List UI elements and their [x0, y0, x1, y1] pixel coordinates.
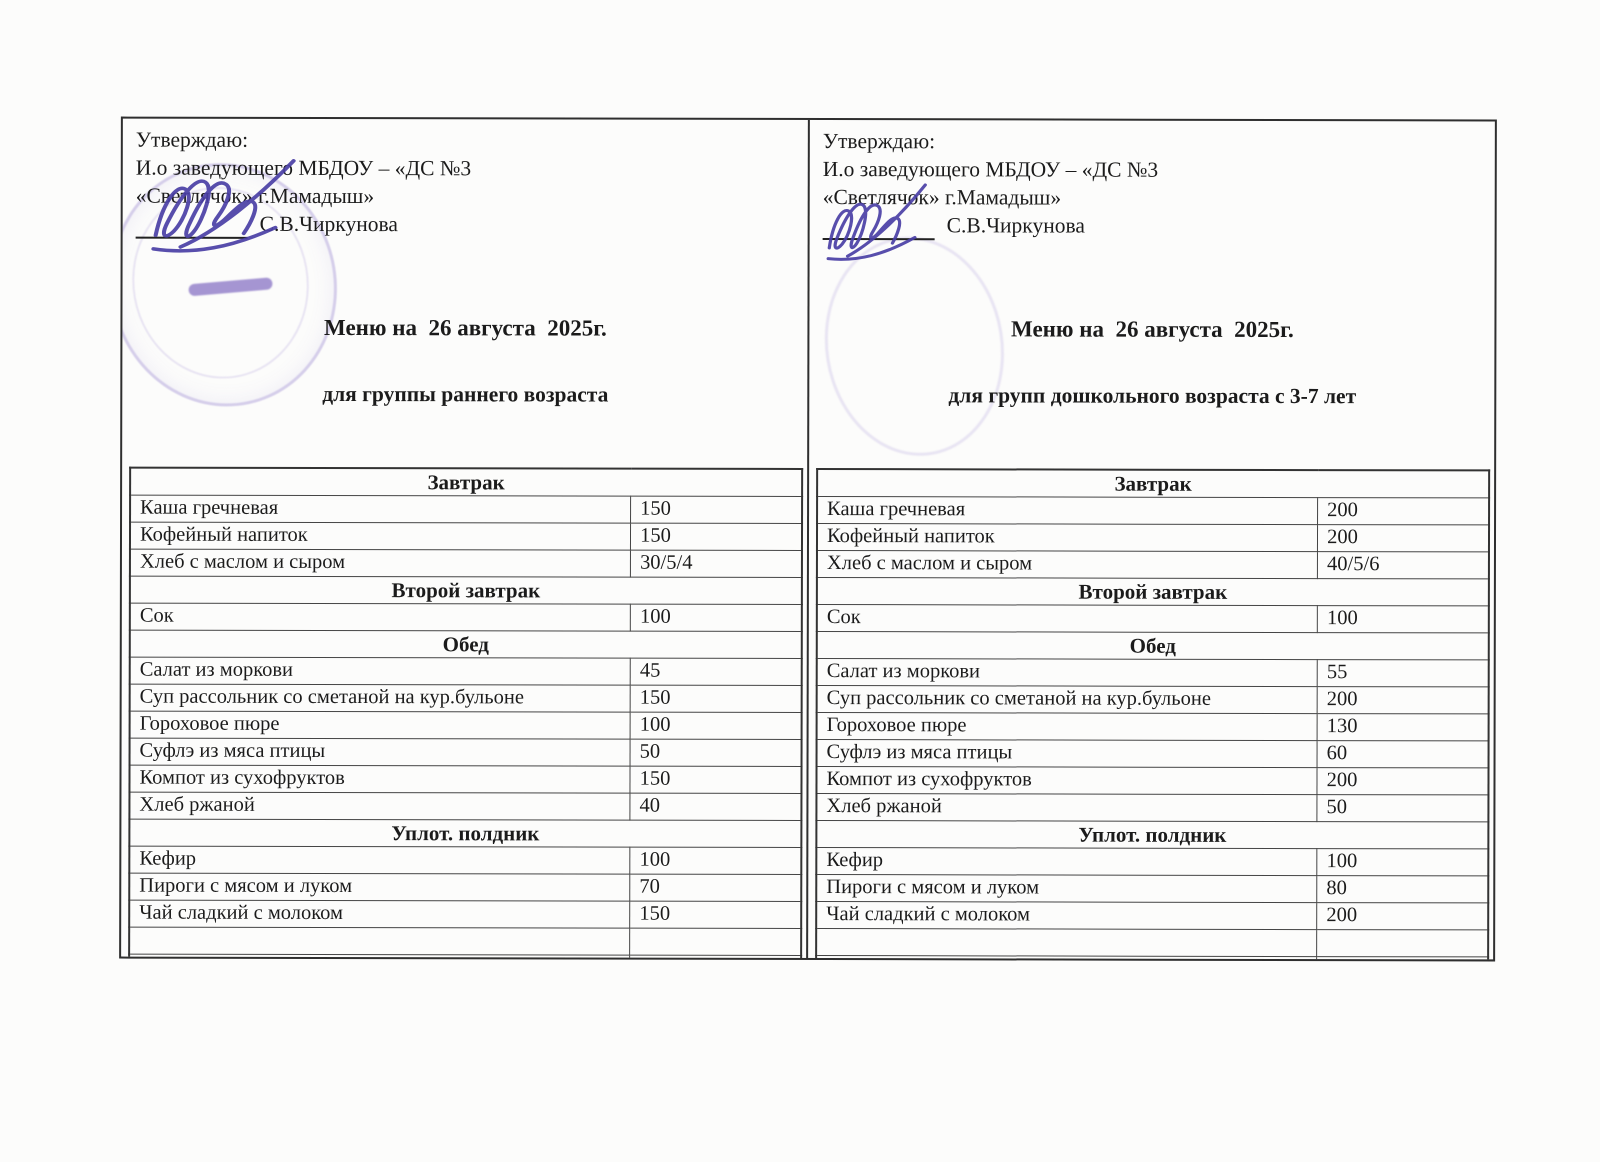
menu-item-row [130, 711, 802, 739]
meal-section-label: Обед [817, 631, 1489, 659]
portion-amount-cell: 40/5/6 [1318, 551, 1489, 578]
menu-item-row [129, 900, 801, 928]
dish-name-cell: Каша гречневая [817, 496, 1318, 524]
portion-amount-cell: 130 [1317, 713, 1488, 740]
menu-subtitle: для группы раннего возраста [322, 381, 609, 407]
dish-name-cell: Салат из моркови [130, 657, 631, 685]
menu-item-row [816, 955, 1488, 959]
menu-item-row [817, 685, 1489, 713]
dish-name-cell: Гороховое пюре [817, 712, 1318, 740]
dish-name-cell: Суфлэ из мяса птицы [130, 738, 631, 766]
menu-item-row [129, 954, 801, 958]
portion-amount-cell: 150 [630, 901, 801, 928]
approval-line-1: Утверждаю: [822, 129, 936, 154]
menu-subtitle: для групп дошкольного возраста с 3-7 лет [948, 383, 1357, 408]
portion-amount-cell: 200 [1317, 767, 1488, 794]
menu-item-row [129, 846, 801, 874]
meal-section-label: Завтрак [130, 467, 802, 496]
menu-table-early-age [128, 466, 803, 958]
portion-amount-cell: 30/5/4 [631, 550, 802, 577]
dish-name-cell: Хлеб с маслом и сыром [130, 549, 631, 577]
portion-amount-cell: 200 [1317, 686, 1488, 713]
portion-amount-cell: 55 [1317, 659, 1488, 686]
menu-item-row [816, 928, 1488, 956]
dish-name-cell: Компот из сухофруктов [129, 765, 630, 793]
portion-amount-cell: 45 [630, 658, 801, 685]
portion-amount-cell: 100 [630, 604, 801, 631]
portion-amount-cell: 150 [631, 496, 802, 523]
dish-name-cell: Пироги с мясом и луком [816, 874, 1317, 902]
signature-row [136, 210, 796, 239]
dish-name-cell: Кефир [816, 847, 1317, 875]
menu-section-row [130, 630, 802, 658]
signer-name: С.В.Чиркунова [259, 211, 398, 236]
meal-section-label: Уплот. полдник [816, 820, 1488, 848]
menu-item-row [130, 657, 802, 685]
portion-amount-cell: 100 [630, 712, 801, 739]
approval-line-1: Утверждаю: [135, 127, 249, 152]
dish-name-cell: Кофейный напиток [817, 523, 1318, 551]
dish-name-cell: Сок [817, 604, 1318, 632]
menu-table-preschool [815, 468, 1490, 960]
menu-document-frame [119, 117, 1497, 962]
menu-item-row [817, 604, 1489, 632]
portion-amount-cell [1317, 956, 1488, 959]
meal-section-label: Обед [130, 630, 802, 658]
menu-item-row [129, 765, 801, 793]
menu-item-row [817, 496, 1489, 524]
meal-section-label: Уплот. полдник [129, 819, 801, 847]
portion-amount-cell: 200 [1317, 902, 1488, 929]
meal-section-label: Завтрак [817, 469, 1489, 498]
meal-section-label: Второй завтрак [817, 577, 1489, 605]
dish-name-cell: Суп рассольник со сметаной на кур.бульоне [817, 685, 1318, 713]
menu-item-row [816, 793, 1488, 821]
signer-name: С.В.Чиркунова [946, 213, 1085, 238]
approval-block [823, 128, 1483, 241]
menu-item-row [130, 549, 802, 577]
portion-amount-cell: 200 [1318, 497, 1489, 524]
portion-amount-cell [1317, 929, 1488, 956]
dish-name-cell: Хлеб с маслом и сыром [817, 550, 1318, 578]
dish-name-cell: Суп рассольник со сметаной на кур.бульоне [130, 684, 631, 712]
dish-name-cell: Салат из моркови [817, 658, 1318, 686]
dish-name-cell [129, 954, 630, 958]
menu-item-row [130, 684, 802, 712]
panel-preschool-menu [806, 120, 1495, 959]
meal-section-label: Второй завтрак [130, 576, 802, 604]
menu-title: Меню на 26 августа 2025г. [1011, 316, 1294, 342]
menu-item-row [130, 495, 802, 523]
menu-item-row [129, 873, 801, 901]
menu-title-block [822, 280, 1482, 445]
portion-amount-cell: 200 [1318, 524, 1489, 551]
portion-amount-cell: 70 [630, 874, 801, 901]
portion-amount-cell: 100 [1317, 605, 1488, 632]
portion-amount-cell: 80 [1317, 875, 1488, 902]
menu-item-row [130, 522, 802, 550]
menu-item-row [129, 927, 801, 955]
portion-amount-cell: 100 [630, 847, 801, 874]
menu-section-row [816, 820, 1488, 848]
menu-section-row [129, 819, 801, 847]
dish-name-cell: Чай сладкий с молоком [129, 900, 630, 928]
menu-section-row [817, 469, 1489, 498]
menu-item-row [816, 874, 1488, 902]
portion-amount-cell: 50 [1317, 794, 1488, 821]
dish-name-cell [816, 955, 1317, 959]
dish-name-cell: Кофейный напиток [130, 522, 631, 550]
menu-item-row [817, 658, 1489, 686]
approval-line-2: И.о заведующего МБДОУ – «ДС №3 [135, 155, 472, 181]
menu-item-row [817, 712, 1489, 740]
dish-name-cell: Чай сладкий с молоком [816, 901, 1317, 929]
portion-amount-cell: 60 [1317, 740, 1488, 767]
portion-amount-cell: 40 [630, 793, 801, 820]
portion-amount-cell: 150 [630, 766, 801, 793]
portion-amount-cell [630, 955, 801, 958]
dish-name-cell: Пироги с мясом и луком [129, 873, 630, 901]
dish-name-cell: Сок [130, 603, 631, 631]
dish-name-cell [816, 928, 1317, 956]
approval-block [136, 127, 796, 240]
signature-line [136, 214, 248, 238]
approval-line-3: «Светлячок» г.Мамадыш» [822, 184, 1062, 210]
dish-name-cell: Каша гречневая [130, 495, 631, 523]
portion-amount-cell: 150 [631, 523, 802, 550]
signature-line [823, 216, 935, 240]
dish-name-cell: Хлеб ржаной [129, 792, 630, 820]
menu-item-row [816, 766, 1488, 794]
menu-item-row [817, 550, 1489, 578]
menu-section-row [130, 576, 802, 604]
dish-name-cell: Суфлэ из мяса птицы [817, 739, 1318, 767]
panel-early-age-menu [121, 119, 808, 958]
menu-item-row [816, 847, 1488, 875]
menu-item-row [816, 901, 1488, 929]
menu-section-row [130, 467, 802, 496]
approval-line-2: И.о заведующего МБДОУ – «ДС №3 [822, 156, 1159, 182]
menu-title-block [135, 278, 795, 443]
menu-item-row [130, 603, 802, 631]
dish-name-cell: Кефир [129, 846, 630, 874]
portion-amount-cell [630, 928, 801, 955]
menu-item-row [817, 739, 1489, 767]
menu-item-row [817, 523, 1489, 551]
dish-name-cell [129, 927, 630, 955]
portion-amount-cell: 50 [630, 739, 801, 766]
dish-name-cell: Гороховое пюре [130, 711, 631, 739]
menu-section-row [817, 577, 1489, 605]
signature-row [823, 212, 1483, 241]
menu-item-row [129, 792, 801, 820]
menu-title: Меню на 26 августа 2025г. [324, 314, 607, 341]
approval-line-3: «Светлячок» г.Мамадыш» [135, 183, 375, 208]
dish-name-cell: Хлеб ржаной [816, 793, 1317, 821]
menu-section-row [817, 631, 1489, 659]
dish-name-cell: Компот из сухофруктов [816, 766, 1317, 794]
portion-amount-cell: 100 [1317, 848, 1488, 875]
menu-item-row [130, 738, 802, 766]
portion-amount-cell: 150 [630, 685, 801, 712]
